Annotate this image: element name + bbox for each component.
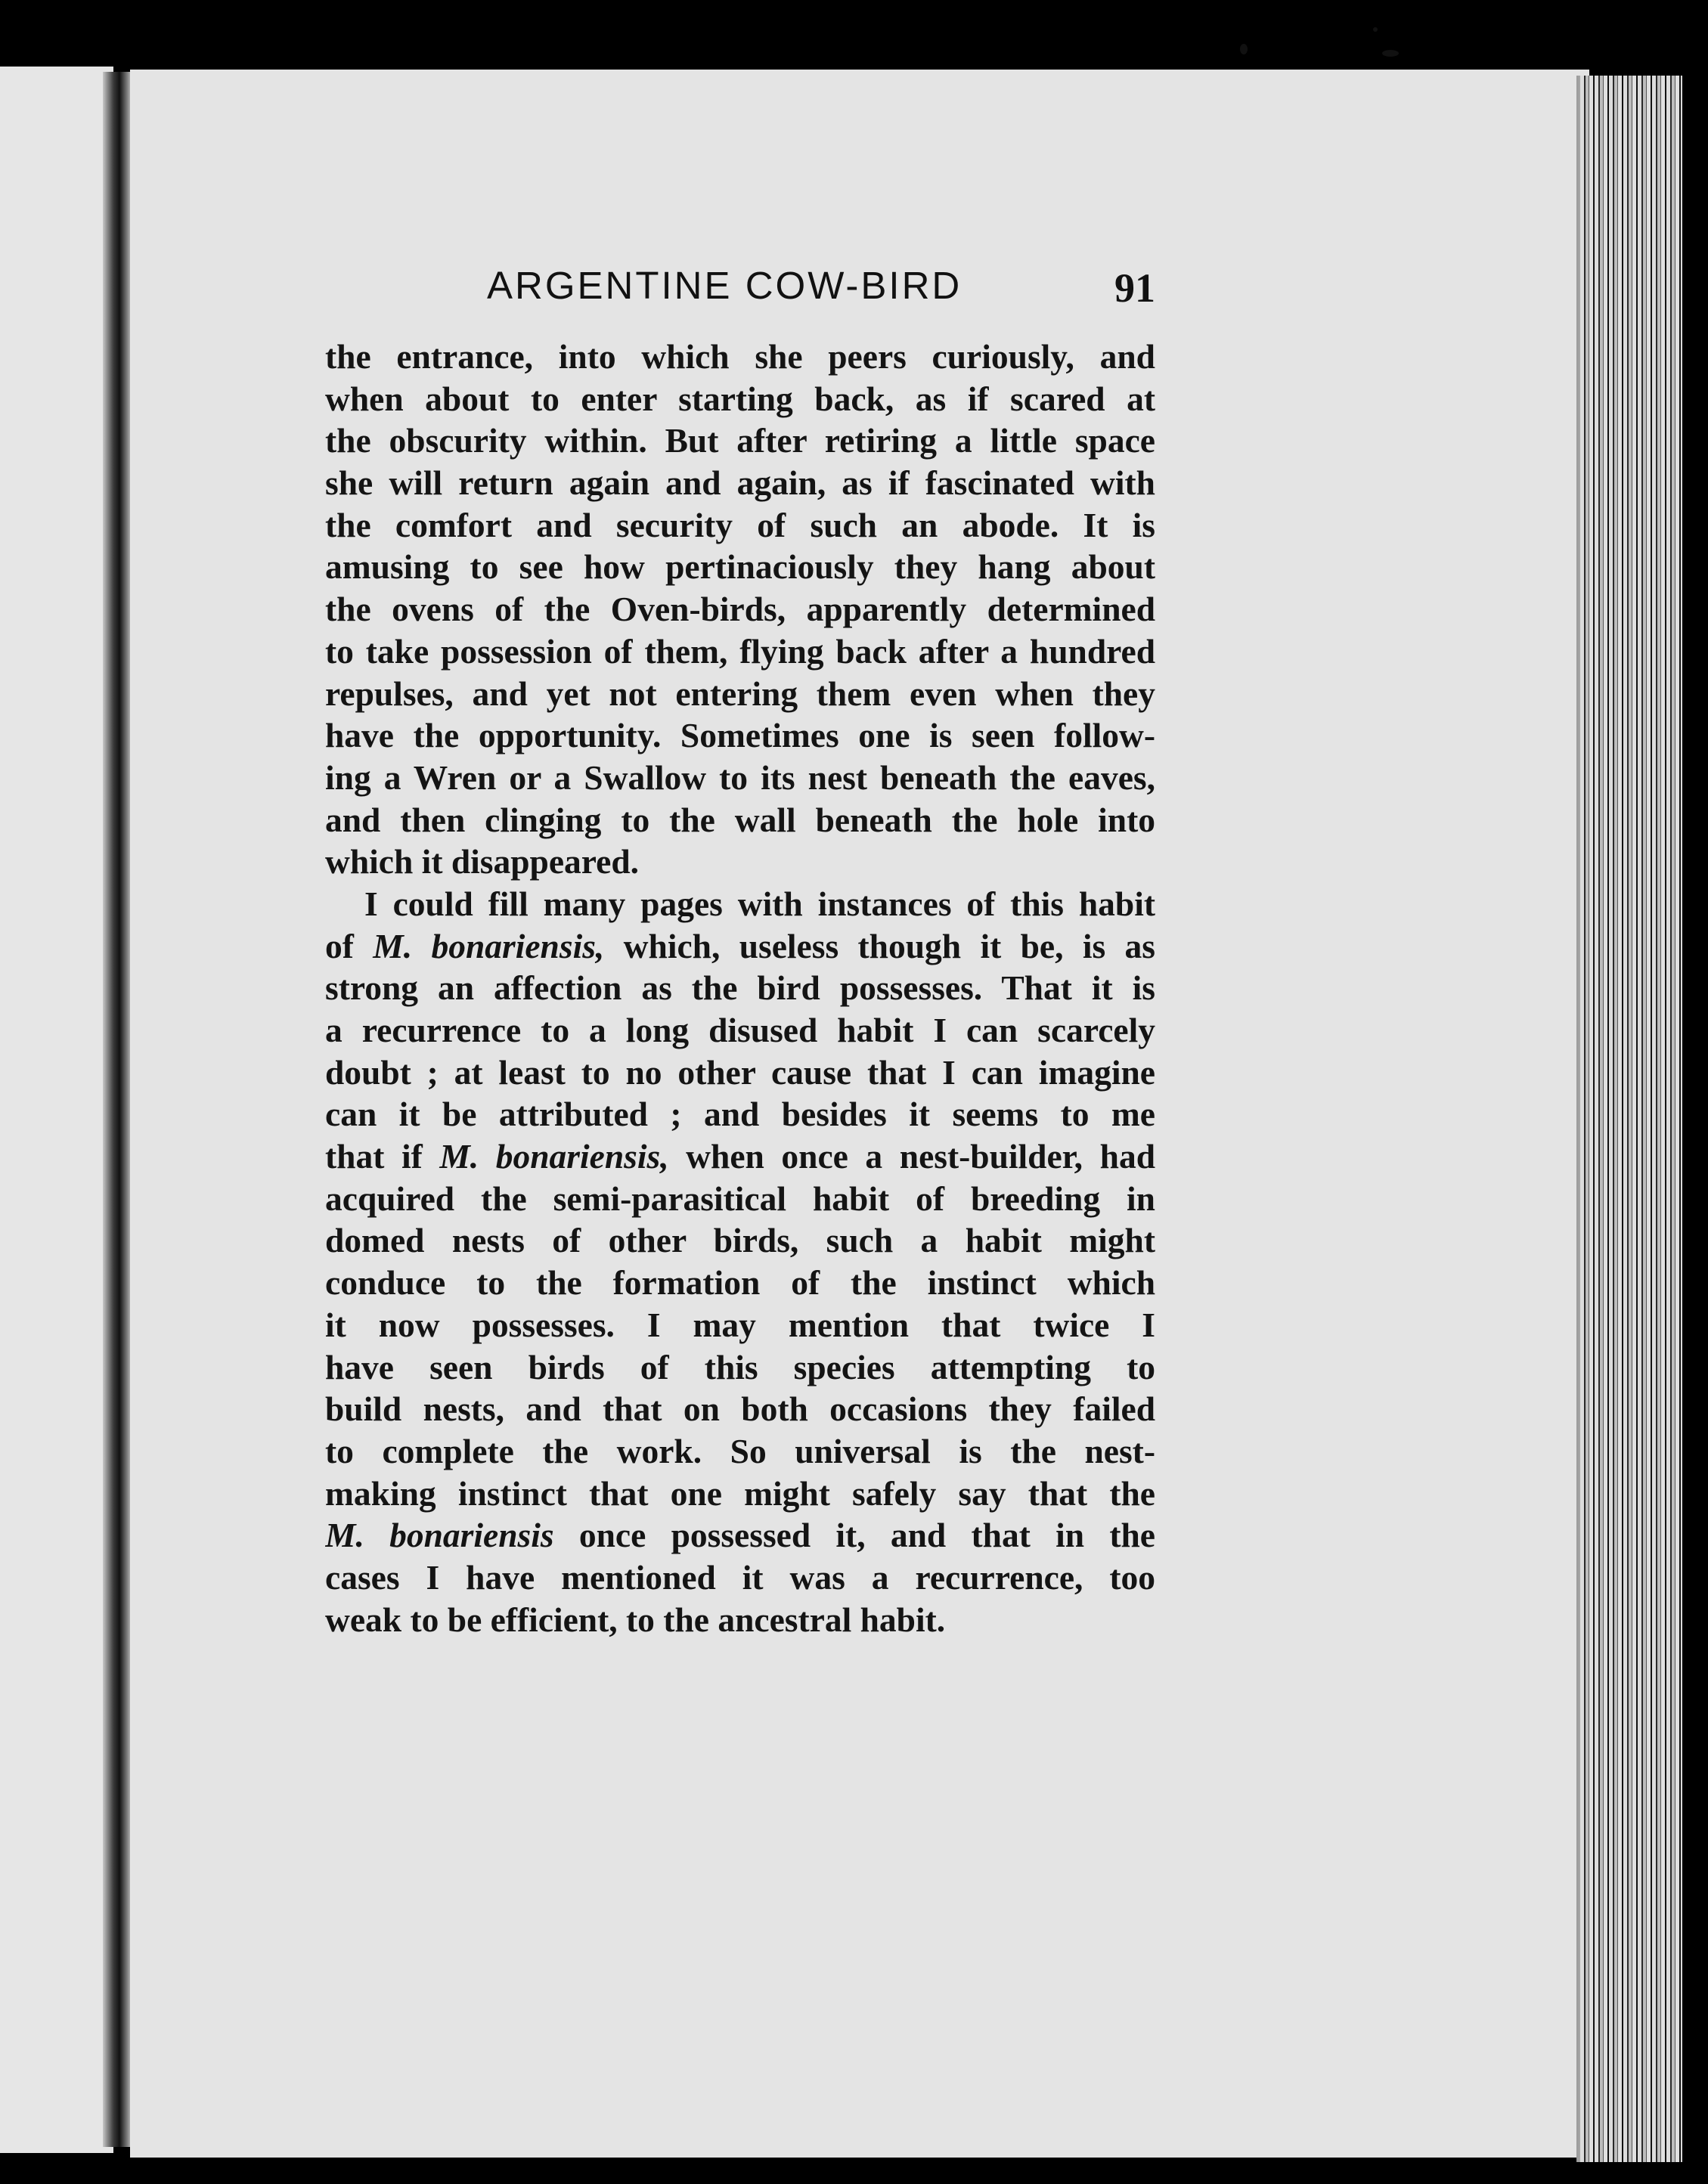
text-line: of M. bonariensis, which, useless though it be, is as (325, 926, 1155, 965)
text-line: she will return again and again, as if fascinated with (325, 463, 1155, 503)
text-line: amusing to see how pertinaciously they hang about (325, 547, 1155, 587)
text-line: have the opportunity. Sometimes one is seen follow- (325, 716, 1155, 755)
text-line: can it be attributed ; and besides it seems to me (325, 1095, 1155, 1134)
scan-speck (1373, 27, 1378, 32)
text-line: the obscurity within. But after retiring a little space (325, 421, 1155, 460)
text-line: which it disappeared. (325, 842, 640, 881)
text-line: ing a Wren or a Swallow to its nest beneath the eaves, (325, 757, 1155, 797)
scan-speck (1382, 50, 1399, 57)
text-line: build nests, and that on both occasions they failed (325, 1389, 1155, 1429)
text-line: doubt ; at least to no other cause that I can imagine (325, 1052, 1155, 1092)
text-line: to take possession of them, flying back after a hundred (325, 631, 1155, 671)
paragraph (325, 336, 1155, 883)
text-line: weak to be efficient, to the ancestral habit. (325, 1600, 946, 1639)
text-line: acquired the semi-parasitical habit of breeding in (325, 1179, 1155, 1218)
text-line: strong an affection as the bird possesses. That it is (325, 968, 1155, 1008)
text-line: that if M. bonariensis, when once a nest-builder, had (325, 1137, 1155, 1176)
running-header (325, 263, 1155, 324)
text-line: the comfort and security of such an abode. It is (325, 505, 1155, 544)
text-line: cases I have mentioned it was a recurrence, too (325, 1557, 1155, 1597)
running-head-title: ARGENTINE COW-BIRD (487, 264, 962, 307)
text-line: when about to enter starting back, as if scared at (325, 379, 1155, 418)
page-number: 91 (1114, 265, 1155, 311)
text-line: making instinct that one might safely say that the (325, 1473, 1155, 1513)
text-line: and then clinging to the wall beneath the hole into (325, 800, 1155, 839)
text-line: I could fill many pages with instances of this habit (364, 884, 1155, 923)
previous-page-sliver (0, 67, 113, 2153)
text-line: conduce to the formation of the instinct which (325, 1263, 1155, 1303)
text-line: repulses, and yet not entering them even when they (325, 674, 1155, 713)
text-line: to complete the work. So universal is the nest- (325, 1431, 1155, 1470)
text-line: it now possesses. I may mention that twice I (325, 1305, 1155, 1344)
text-line: domed nests of other birds, such a habit might (325, 1221, 1155, 1260)
text-line: M. bonariensis once possessed it, and that in the (325, 1516, 1155, 1555)
paragraph (325, 883, 1155, 1640)
text-line: a recurrence to a long disused habit I can scarcely (325, 1011, 1155, 1049)
book-gutter (103, 72, 133, 2147)
body-text (325, 336, 1155, 1640)
text-line: have seen birds of this species attempting to (325, 1347, 1155, 1386)
text-line: the ovens of the Oven-birds, apparently determined (325, 590, 1155, 629)
text-line: the entrance, into which she peers curiously, and (325, 337, 1155, 376)
scan-speck (1240, 44, 1248, 54)
page-edges (1580, 76, 1682, 2162)
